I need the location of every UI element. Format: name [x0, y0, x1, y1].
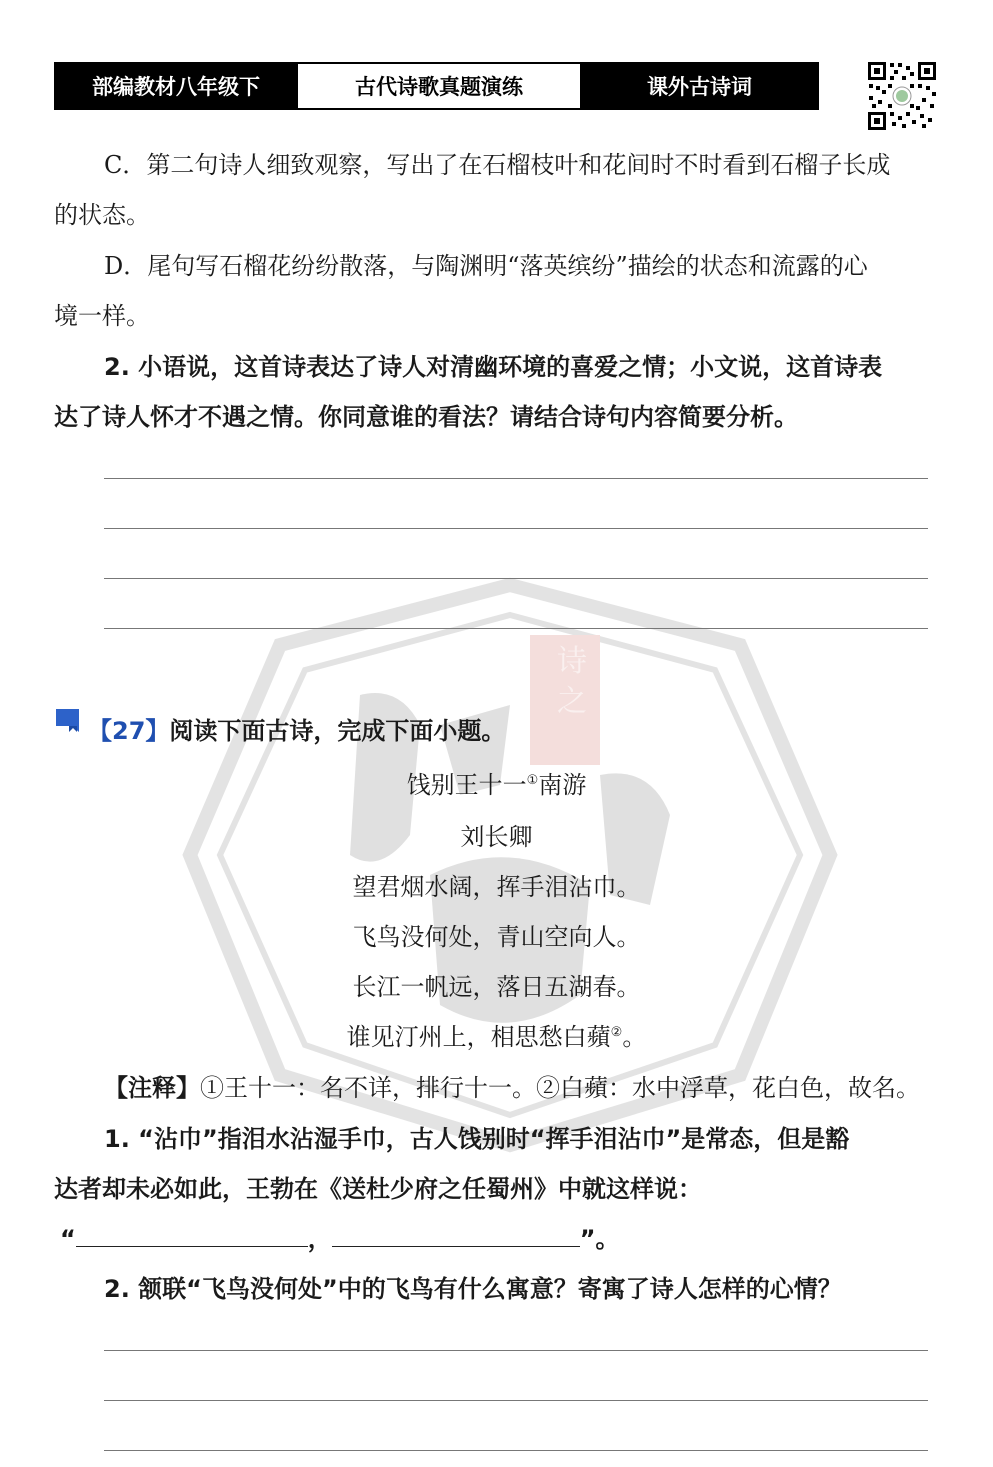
prev-q2-line2: 达了诗人怀才不遇之情。你同意谁的看法？请结合诗句内容简要分析。	[54, 403, 798, 431]
poem-line: 长江一帆远，落日五湖春。	[352, 973, 641, 1001]
poem-title	[0, 770, 993, 800]
note-mark-1: ①	[526, 773, 539, 788]
fill-blank-2[interactable]	[332, 1224, 580, 1247]
question-instruction: 阅读下面古诗，完成下面小题。	[169, 717, 506, 745]
question-number: 【27】	[88, 717, 170, 745]
poem-title-end: 南游	[538, 771, 587, 799]
prev-q2-line1: 2. 小语说，这首诗表达了诗人对清幽环境的喜爱之情；小文说，这首诗表	[104, 353, 883, 381]
note-mark-2: ②	[610, 1025, 623, 1040]
notes-text: ①王十一：名不详，排行十一。②白蘋：水中浮草，花白色，故名。	[200, 1074, 920, 1102]
header-section: 课外古诗词	[582, 64, 817, 108]
answer-line[interactable]	[104, 528, 928, 529]
header-grade: 部编教材八年级下	[56, 64, 296, 108]
answer-line[interactable]	[104, 1400, 928, 1401]
watermark-seal-text: 诗之	[557, 644, 587, 719]
poem-line: 谁见汀州上，相思愁白蘋	[346, 1023, 611, 1051]
answer-line[interactable]	[104, 628, 928, 629]
q27-1-line1: 1. “沾巾”指泪水沾湿手巾，古人饯别时“挥手泪沾巾”是常态，但是豁	[104, 1125, 850, 1153]
poem-title-text: 饯别王十一	[406, 771, 527, 799]
option-c-line1: C．第二句诗人细致观察，写出了在石榴枝叶和花间时不时看到石榴子长成	[104, 151, 891, 179]
option-c-line2: 的状态。	[54, 201, 150, 229]
comma: ，	[307, 1225, 332, 1253]
bookmark-icon	[54, 708, 81, 733]
option-d-line2: 境一样。	[54, 302, 150, 330]
poem-line: 望君烟水阔，挥手泪沾巾。	[352, 873, 641, 901]
q27-2: 2. 颔联“飞鸟没何处”中的飞鸟有什么寓意？寄寓了诗人怎样的心情？	[104, 1275, 842, 1303]
header-topic: 古代诗歌真题演练	[296, 64, 582, 108]
question-27-heading	[88, 716, 505, 746]
watermark-logo	[180, 575, 840, 1155]
poem-author: 刘长卿	[460, 823, 533, 851]
answer-line[interactable]	[104, 1450, 928, 1451]
open-quote: “	[60, 1225, 76, 1253]
answer-line[interactable]	[104, 478, 928, 479]
notes-label: 【注释】	[104, 1074, 200, 1102]
notes	[104, 1073, 920, 1103]
poem-line-end: 。	[622, 1023, 647, 1051]
answer-line[interactable]	[104, 1350, 928, 1351]
q27-1-line2: 达者却未必如此，王勃在《送杜少府之任蜀州》中就这样说：	[54, 1175, 702, 1203]
answer-line[interactable]	[104, 578, 928, 579]
poem-line-last	[0, 1022, 993, 1052]
poem-line: 飞鸟没何处，青山空向人。	[352, 923, 641, 951]
close-quote: ”。	[579, 1225, 620, 1253]
fill-blank-1[interactable]	[76, 1224, 308, 1247]
qr-code-icon	[866, 60, 938, 132]
q27-1-fill-row	[60, 1224, 620, 1254]
option-d-line1: D．尾句写石榴花纷纷散落，与陶渊明“落英缤纷”描绘的状态和流露的心	[104, 252, 868, 280]
header-bar	[54, 62, 819, 110]
